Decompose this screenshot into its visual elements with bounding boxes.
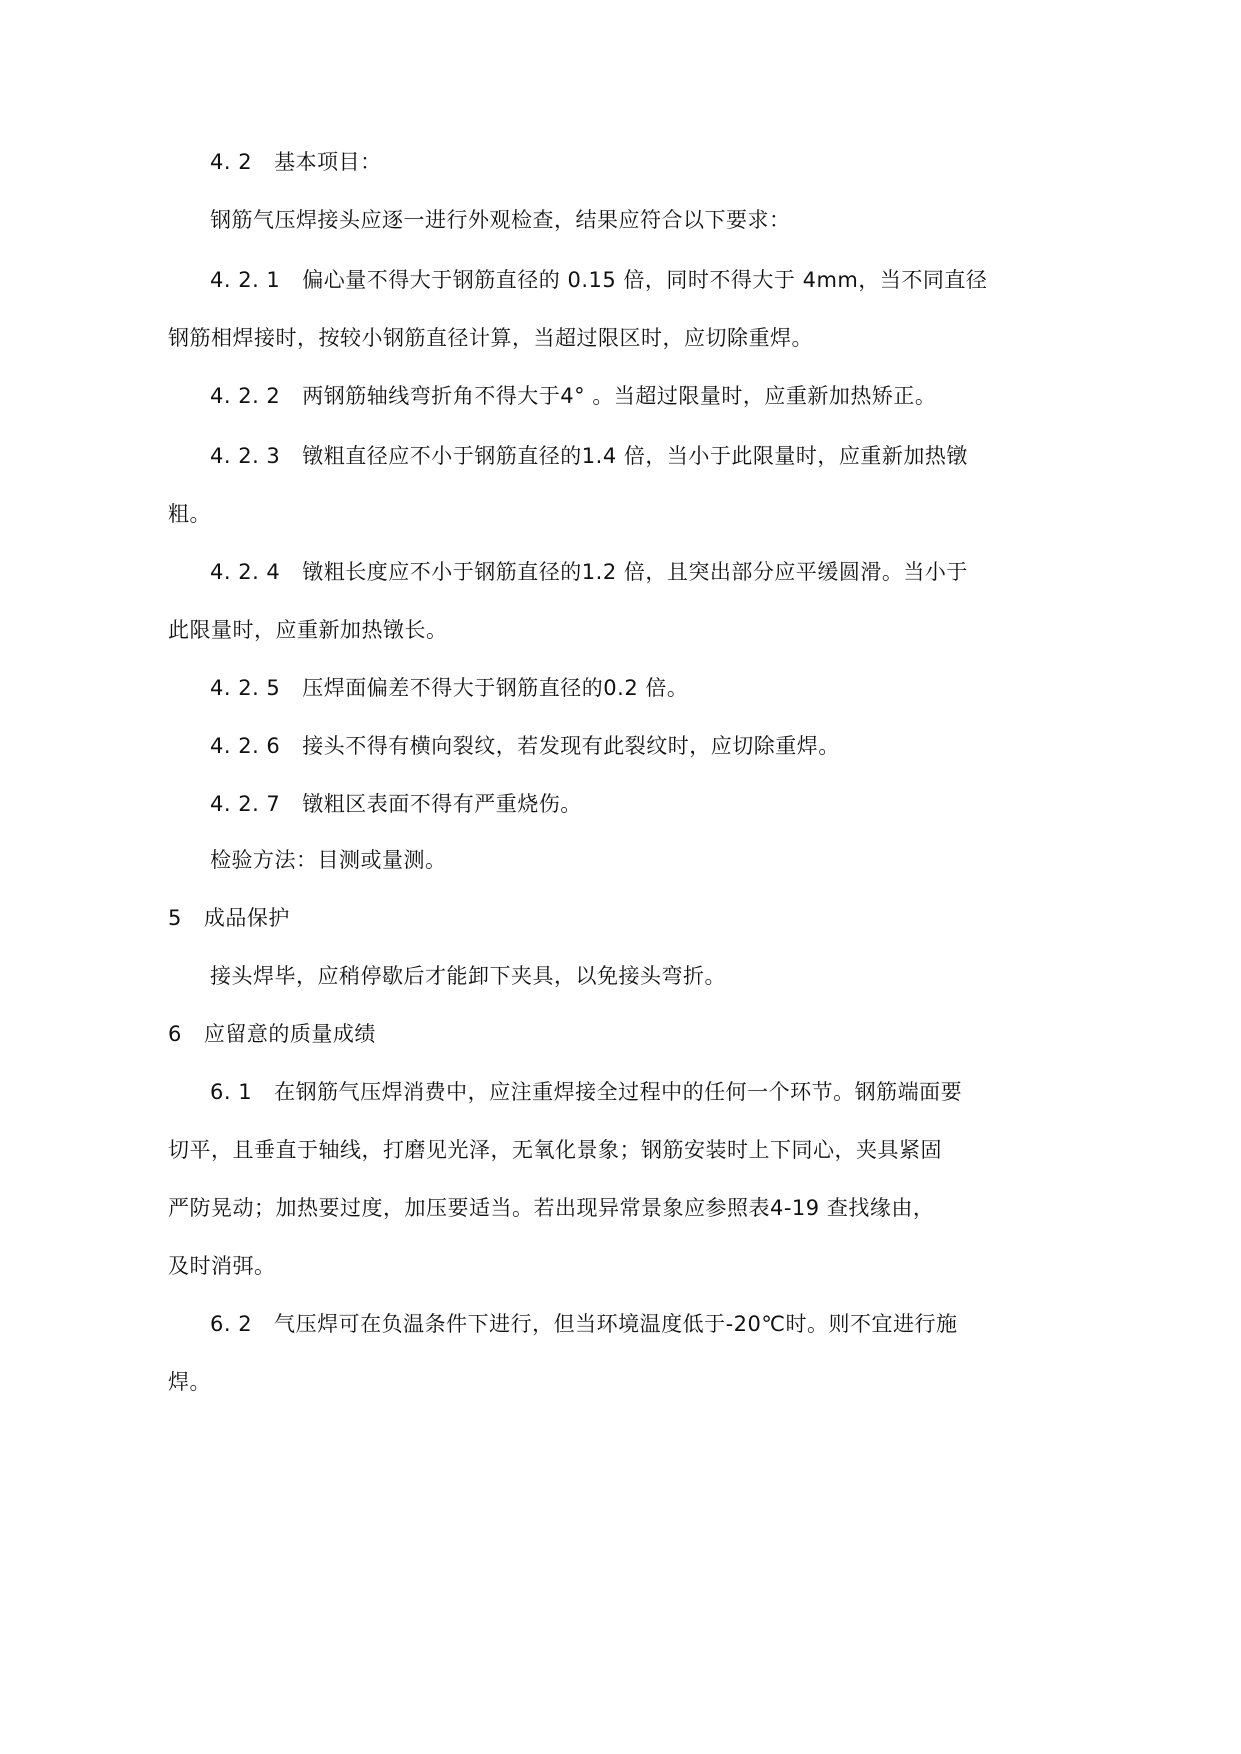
item-text: 压焊面偏差不得大于钢筋直径的0.2 倍。: [302, 676, 689, 700]
item-4-2-3-line2: 粗。: [168, 502, 211, 526]
item-4-2-4-line2: 此限量时，应重新加热镦长。: [168, 618, 448, 642]
item-4-2-2: [210, 381, 936, 411]
section-5-heading: [168, 903, 290, 933]
item-text: 接头不得有横向裂纹，若发现有此裂纹时，应切除重焊。: [302, 734, 840, 758]
item-number: 4. 2. 7: [210, 792, 281, 816]
item-text: 在钢筋气压焊消费中，应注重焊接全过程中的任何一个环节。钢筋端面要: [274, 1080, 963, 1104]
item-4-2-6: [210, 731, 840, 761]
section-number: 6: [168, 1022, 182, 1046]
item-6-1-line3: 严防晃动；加热要过度，加压要适当。若出现异常景象应参照表4-19 查找缘由，: [168, 1196, 935, 1220]
item-number: 4. 2. 5: [210, 676, 281, 700]
item-text: 偏心量不得大于钢筋直径的 0.15 倍，同时不得大于 4mm，当不同直径: [302, 268, 988, 292]
item-4-2-7: [210, 789, 582, 819]
item-4-2-5: [210, 673, 688, 703]
section-number: 4. 2: [210, 150, 253, 174]
section-title: 基本项目：: [274, 150, 382, 174]
inspection-method: 检验方法：目测或量测。: [210, 848, 447, 872]
item-6-1-line1: [210, 1077, 962, 1107]
item-number: 4. 2. 2: [210, 384, 281, 408]
intro-paragraph: 钢筋气压焊接头应逐一进行外观检查，结果应符合以下要求：: [210, 208, 791, 232]
item-number: 4. 2. 6: [210, 734, 281, 758]
section-number: 5: [168, 906, 182, 930]
item-text: 气压焊可在负温条件下进行，但当环境温度低于-20℃时。则不宜进行施: [274, 1312, 958, 1336]
item-text: 镦粗长度应不小于钢筋直径的1.2 倍，且突出部分应平缓圆滑。当小于: [302, 560, 968, 584]
section-title: 应留意的质量成绩: [203, 1022, 376, 1046]
section-6-heading: [168, 1019, 376, 1049]
section-4-2-heading: [210, 147, 382, 177]
item-6-1-line2: 切平，且垂直于轴线，打磨见光泽，无氧化景象；钢筋安装时上下同心，夹具紧固: [168, 1138, 942, 1162]
item-6-2-line1: [210, 1309, 957, 1339]
item-text: 镦粗区表面不得有严重烧伤。: [302, 792, 582, 816]
item-text: 两钢筋轴线弯折角不得大于4° 。当超过限量时，应重新加热矫正。: [302, 384, 937, 408]
item-4-2-1-line2: 钢筋相焊接时，按较小钢筋直径计算，当超过限区时，应切除重焊。: [168, 326, 813, 350]
section-title: 成品保护: [203, 906, 290, 930]
item-number: 4. 2. 4: [210, 560, 281, 584]
item-4-2-3-line1: [210, 441, 968, 471]
item-number: 4. 2. 3: [210, 444, 281, 468]
item-6-2-line2: 焊。: [168, 1370, 211, 1394]
item-4-2-4-line1: [210, 557, 968, 587]
section-5-text: 接头焊毕，应稍停歇后才能卸下夹具，以免接头弯折。: [210, 964, 726, 988]
item-number: 6. 2: [210, 1312, 253, 1336]
item-text: 镦粗直径应不小于钢筋直径的1.4 倍，当小于此限量时，应重新加热镦: [302, 444, 968, 468]
item-6-1-line4: 及时消弭。: [168, 1254, 276, 1278]
item-4-2-1-line1: [210, 265, 987, 295]
item-number: 6. 1: [210, 1080, 253, 1104]
item-number: 4. 2. 1: [210, 268, 281, 292]
